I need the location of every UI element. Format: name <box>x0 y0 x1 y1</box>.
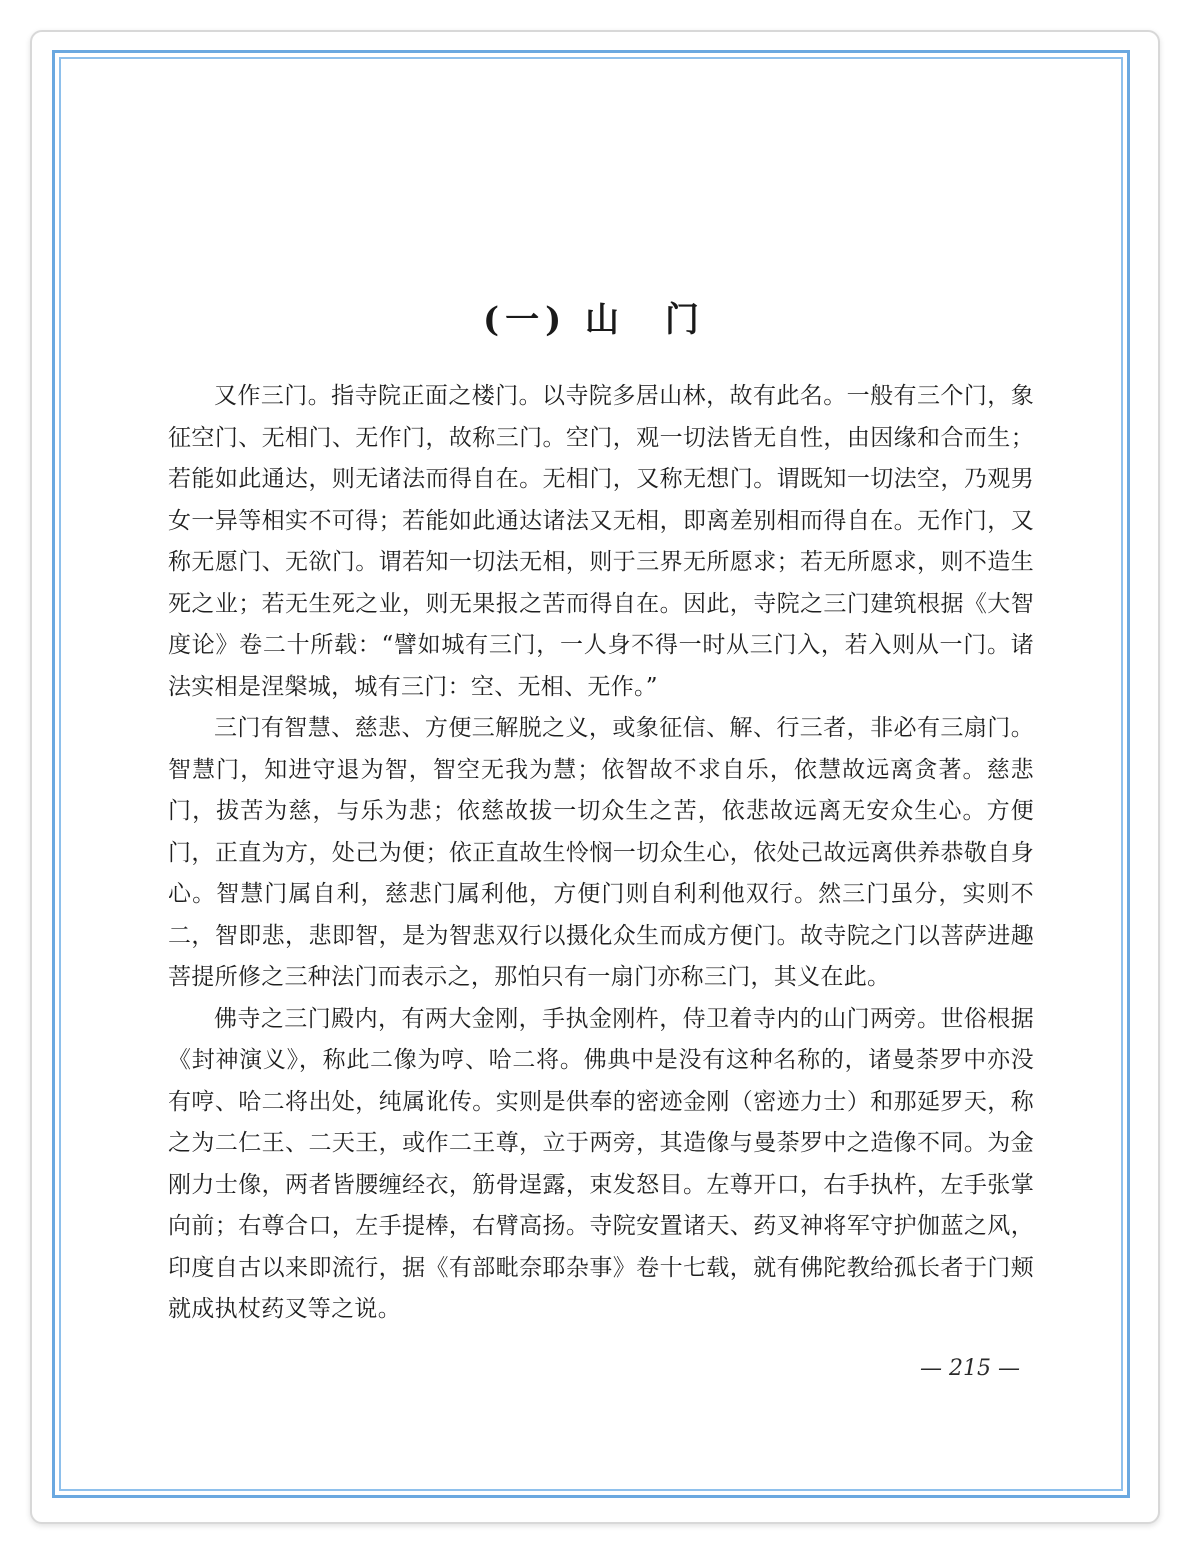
paragraph-2: 三门有智慧、慈悲、方便三解脱之义，或象征信、解、行三者，非必有三扇门。智慧门，知进守退为智，智空无我为慧；依智故不求自乐，依慧故远离贪著。慈悲门，拔苦为慈，与乐为悲；依慈故拔一切众生之苦，依悲故远离无安众生心。方便门，正直为方，处己为便；依正直故生怜悯一切众生心，依处己故远离供养恭敬自身心。智慧门属自利，慈悲门属利他，方便门则自利利他双行。然三门虽分，实则不二，智即悲，悲即智，是为智悲双行以摄化众生而成方便门。故寺院之门以菩萨进趣菩提所修之三种法门而表示之，那怕只有一扇门亦称三门，其义在此。 <box>168 715 1034 990</box>
body-text <box>168 376 1034 1331</box>
paragraph-1: 又作三门。指寺院正面之楼门。以寺院多居山林，故有此名。一般有三个门，象征空门、无相门、无作门，故称三门。空门，观一切法皆无自性，由因缘和合而生；若能如此通达，则无诸法而得自在。无相门，又称无想门。谓既知一切法空，乃观男女一异等相实不可得；若能如此通达诸法又无相，即离差别相而得自在。无作门，又称无愿门、无欲门。谓若知一切法无相，则于三界无所愿求；若无所愿求，则不造生死之业；若无生死之业，则无果报之苦而得自在。因此，寺院之三门建筑根据《大智度论》卷二十所载：“譬如城有三门，一人身不得一时从三门入，若入则从一门。诸法实相是涅槃城，城有三门：空、无相、无作。” <box>168 383 1034 700</box>
page-number: — 215 — <box>920 1356 1020 1381</box>
paragraph-3: 佛寺之三门殿内，有两大金刚，手执金刚杵，侍卫着寺内的山门两旁。世俗根据《封神演义》，称此二像为哼、哈二将。佛典中是没有这种名称的，诸曼荼罗中亦没有哼、哈二将出处，纯属讹传。实则是供奉的密迹金刚（密迹力士）和那延罗天，称之为二仁王、二天王，或作二王尊，立于两旁，其造像与曼荼罗中之造像不同。为金刚力士像，两者皆腰缠经衣，筋骨逞露，束发怒目。左尊开口，右手执杵，左手张掌向前；右尊合口，左手提棒，右臂高扬。寺院安置诸天、药叉神将军守护伽蓝之风，印度自古以来即流行，据《有部毗奈耶杂事》卷十七载，就有佛陀教给孤长者于门颊就成执杖药叉等之说。 <box>168 1005 1034 1322</box>
section-title: (一) 山 门 <box>482 300 705 340</box>
